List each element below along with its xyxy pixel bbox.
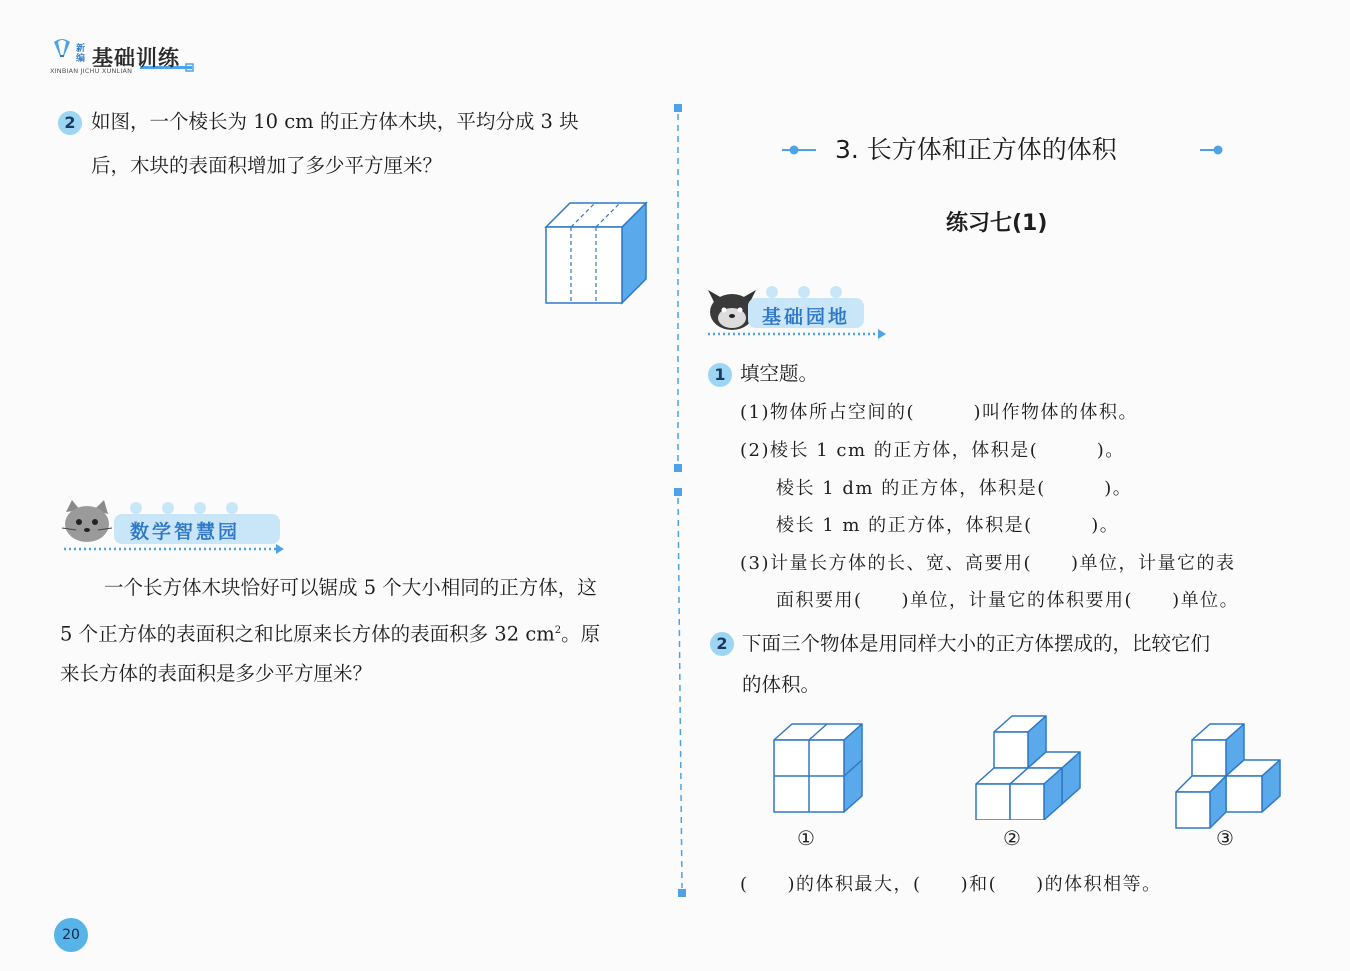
page-number: 20: [54, 918, 88, 952]
cube-stack-shape-3: [1172, 722, 1287, 830]
shape-label: ①: [797, 826, 815, 850]
exercise-title: 练习七(1): [946, 211, 1048, 236]
section-banner-title: 数学智慧园: [130, 521, 241, 543]
problem-text: 一个长方体木块恰好可以锯成 5 个大小相同的正方体，这: [104, 576, 597, 599]
brand-title: 基础训练: [92, 46, 180, 70]
problem-text: [60, 609, 660, 656]
chapter-title: 3. 长方体和正方体的体积: [835, 135, 1117, 164]
fill-blank-line: ( )的体积最大，( )和( )的体积相等。: [740, 874, 1162, 895]
page-divider: [670, 100, 690, 900]
cube-stack-shape-1: [770, 722, 870, 818]
shape-label: ②: [1003, 826, 1021, 850]
question-number-badge: 2: [710, 632, 734, 656]
problem-text: 来长方体的表面积是多少平方厘米？: [60, 662, 373, 685]
cube-stack-shape-2: [972, 714, 1087, 820]
fill-blank-line: (3)计量长方体的长、宽、高要用( )单位，计量它的表: [740, 553, 1236, 574]
section-banner-title: 基础园地: [762, 306, 851, 328]
question-title: 填空题。: [740, 362, 819, 385]
title-ornament-right-icon: [1196, 142, 1232, 158]
problem-text-part: 5 个正方体的表面积之和比原来长方体的表面积多 32 cm: [60, 622, 555, 646]
brand-mark: 新编: [76, 44, 86, 64]
fill-blank-line: (2)棱长 1 cm 的正方体，体积是( )。: [740, 440, 1125, 461]
fill-blank-line: (1)物体所占空间的( )叫作物体的体积。: [740, 402, 1139, 423]
problem-text-part: 。原: [561, 622, 601, 646]
superscript: 2: [554, 625, 562, 636]
cube-divided-illustration: [540, 196, 655, 311]
fill-blank-line: 棱长 1 dm 的正方体，体积是( )。: [776, 478, 1133, 499]
question-number-badge: 1: [708, 363, 732, 387]
question-text: 如图，一个棱长为 10 cm 的正方体木块，平均分成 3 块: [91, 110, 579, 133]
question-text: 的体积。: [742, 673, 821, 696]
shape-label: ③: [1216, 826, 1234, 850]
fill-blank-line: 棱长 1 m 的正方体，体积是( )。: [776, 515, 1120, 536]
question-text: 后，木块的表面积增加了多少平方厘米？: [91, 154, 443, 177]
title-ornament-left-icon: [780, 142, 820, 158]
fill-blank-line: 面积要用( )单位，计量它的体积要用( )单位。: [776, 590, 1240, 611]
question-number-badge: 2: [58, 111, 82, 135]
brand-subtitle: XINBIAN JICHU XUNLIAN: [50, 67, 133, 75]
question-text: 下面三个物体是用同样大小的正方体摆成的，比较它们: [742, 632, 1211, 655]
